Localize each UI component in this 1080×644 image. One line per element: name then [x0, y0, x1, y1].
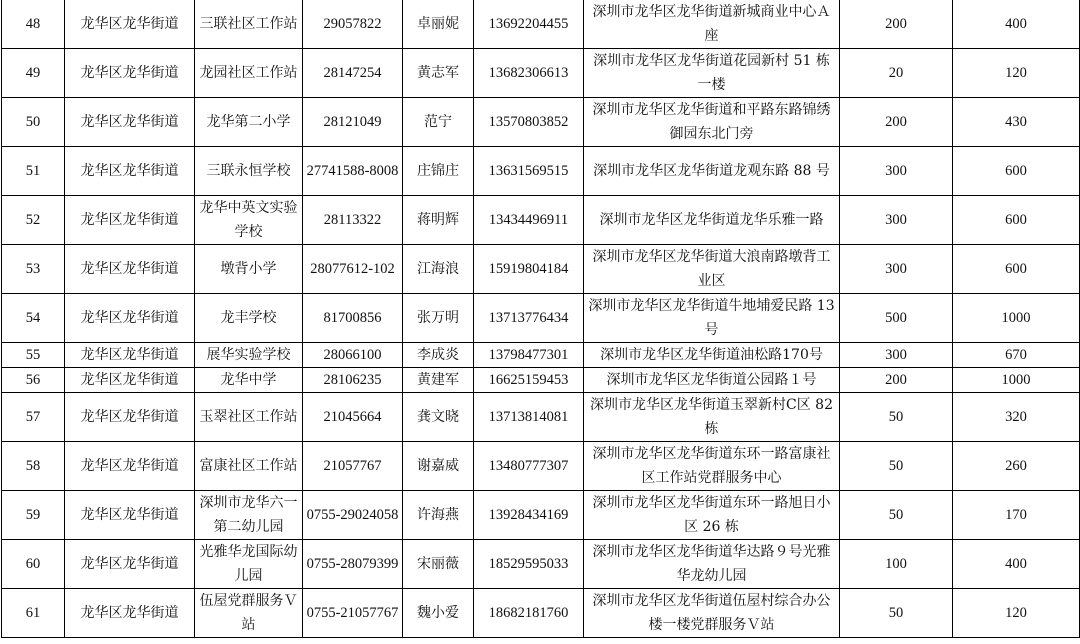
phone-cell: 28106235 — [303, 368, 403, 393]
table-row — [2, 49, 1080, 98]
contact-name-cell: 张万明 — [403, 294, 474, 343]
contact-name-cell: 谢嘉威 — [403, 442, 474, 491]
contact-name-cell: 卓丽妮 — [403, 0, 474, 49]
capacity-total-cell: 260 — [953, 442, 1080, 491]
contact-name-cell: 黄志军 — [403, 49, 474, 98]
mobile-cell: 13798477301 — [474, 343, 584, 368]
row-number: 50 — [2, 98, 65, 147]
capacity-total-cell: 600 — [953, 196, 1080, 245]
district-cell: 龙华区龙华街道 — [65, 294, 195, 343]
district-cell: 龙华区龙华街道 — [65, 491, 195, 540]
contact-name-cell: 李成炎 — [403, 343, 474, 368]
table-row — [2, 368, 1080, 393]
table-row — [2, 147, 1080, 196]
district-cell: 龙华区龙华街道 — [65, 245, 195, 294]
phone-cell: 27741588-8008 — [303, 147, 403, 196]
row-number: 56 — [2, 368, 65, 393]
row-number: 48 — [2, 0, 65, 49]
capacity-total-cell: 320 — [953, 393, 1080, 442]
row-number: 54 — [2, 294, 65, 343]
mobile-cell: 13480777307 — [474, 442, 584, 491]
table-row — [2, 491, 1080, 540]
district-cell: 龙华区龙华街道 — [65, 442, 195, 491]
capacity-cell: 200 — [840, 98, 953, 147]
address-cell: 深圳市龙华区龙华街道龙华乐雅一路 — [584, 196, 840, 245]
site-name-cell: 光雅华龙国际幼儿园 — [195, 540, 303, 589]
row-number: 59 — [2, 491, 65, 540]
address-cell: 深圳市龙华区龙华街道龙观东路 88 号 — [584, 147, 840, 196]
mobile-cell: 13713814081 — [474, 393, 584, 442]
table-row — [2, 294, 1080, 343]
district-cell: 龙华区龙华街道 — [65, 196, 195, 245]
address-cell: 深圳市龙华区龙华街道和平路东路锦绣御园东北门旁 — [584, 98, 840, 147]
address-cell: 深圳市龙华区龙华街道伍屋村综合办公楼一楼党群服务Ｖ站 — [584, 589, 840, 638]
phone-cell: 81700856 — [303, 294, 403, 343]
capacity-cell: 20 — [840, 49, 953, 98]
capacity-cell: 200 — [840, 368, 953, 393]
mobile-cell: 18529595033 — [474, 540, 584, 589]
site-name-cell: 伍屋党群服务Ｖ站 — [195, 589, 303, 638]
capacity-total-cell: 600 — [953, 245, 1080, 294]
address-cell: 深圳市龙华区龙华街道油松路170号 — [584, 343, 840, 368]
phone-cell: 0755-28079399 — [303, 540, 403, 589]
phone-cell: 28121049 — [303, 98, 403, 147]
site-name-cell: 深圳市龙华六一第二幼儿园 — [195, 491, 303, 540]
address-cell: 深圳市龙华区龙华街道东环一路旭日小区 26 栋 — [584, 491, 840, 540]
address-cell: 深圳市龙华区龙华街道东环一路富康社区工作站党群服务中心 — [584, 442, 840, 491]
table-row — [2, 540, 1080, 589]
capacity-cell: 50 — [840, 393, 953, 442]
capacity-cell: 300 — [840, 343, 953, 368]
address-cell: 深圳市龙华区龙华街道公园路１号 — [584, 368, 840, 393]
row-number: 60 — [2, 540, 65, 589]
table-row — [2, 393, 1080, 442]
site-name-cell: 龙华中学 — [195, 368, 303, 393]
site-name-cell: 富康社区工作站 — [195, 442, 303, 491]
capacity-cell: 50 — [840, 589, 953, 638]
contact-name-cell: 范宁 — [403, 98, 474, 147]
mobile-cell: 13434496911 — [474, 196, 584, 245]
site-name-cell: 展华实验学校 — [195, 343, 303, 368]
address-cell: 深圳市龙华区龙华街道大浪南路墩背工业区 — [584, 245, 840, 294]
contact-name-cell: 黄建军 — [403, 368, 474, 393]
mobile-cell: 13928434169 — [474, 491, 584, 540]
row-number: 55 — [2, 343, 65, 368]
row-number: 52 — [2, 196, 65, 245]
site-name-cell: 龙丰学校 — [195, 294, 303, 343]
capacity-cell: 300 — [840, 196, 953, 245]
capacity-cell: 300 — [840, 245, 953, 294]
address-cell: 深圳市龙华区龙华街道牛地埔爱民路 13 号 — [584, 294, 840, 343]
contact-name-cell: 蒋明辉 — [403, 196, 474, 245]
capacity-total-cell: 120 — [953, 49, 1080, 98]
district-cell: 龙华区龙华街道 — [65, 368, 195, 393]
phone-cell: 0755-21057767 — [303, 589, 403, 638]
capacity-total-cell: 170 — [953, 491, 1080, 540]
phone-cell: 0755-29024058 — [303, 491, 403, 540]
row-number: 58 — [2, 442, 65, 491]
row-number: 61 — [2, 589, 65, 638]
site-name-cell: 龙华中英文实验学校 — [195, 196, 303, 245]
phone-cell: 21045664 — [303, 393, 403, 442]
capacity-cell: 300 — [840, 147, 953, 196]
contact-name-cell: 许海燕 — [403, 491, 474, 540]
contact-name-cell: 龚文晓 — [403, 393, 474, 442]
mobile-cell: 15919804184 — [474, 245, 584, 294]
phone-cell: 28066100 — [303, 343, 403, 368]
capacity-total-cell: 400 — [953, 0, 1080, 49]
district-cell: 龙华区龙华街道 — [65, 0, 195, 49]
district-cell: 龙华区龙华街道 — [65, 343, 195, 368]
capacity-cell: 100 — [840, 540, 953, 589]
capacity-total-cell: 120 — [953, 589, 1080, 638]
district-cell: 龙华区龙华街道 — [65, 540, 195, 589]
table-body — [2, 0, 1080, 638]
district-cell: 龙华区龙华街道 — [65, 49, 195, 98]
table-row — [2, 98, 1080, 147]
district-cell: 龙华区龙华街道 — [65, 98, 195, 147]
phone-cell: 28113322 — [303, 196, 403, 245]
capacity-total-cell: 600 — [953, 147, 1080, 196]
capacity-cell: 500 — [840, 294, 953, 343]
phone-cell: 28077612-102 — [303, 245, 403, 294]
site-name-cell: 龙园社区工作站 — [195, 49, 303, 98]
capacity-total-cell: 1000 — [953, 368, 1080, 393]
mobile-cell: 13570803852 — [474, 98, 584, 147]
site-name-cell: 墩背小学 — [195, 245, 303, 294]
mobile-cell: 13682306613 — [474, 49, 584, 98]
table-row — [2, 589, 1080, 638]
district-cell: 龙华区龙华街道 — [65, 393, 195, 442]
contact-name-cell: 庄锦庄 — [403, 147, 474, 196]
capacity-total-cell: 430 — [953, 98, 1080, 147]
district-cell: 龙华区龙华街道 — [65, 589, 195, 638]
site-name-cell: 龙华第二小学 — [195, 98, 303, 147]
mobile-cell: 13631569515 — [474, 147, 584, 196]
venue-table — [1, 0, 1080, 638]
address-cell: 深圳市龙华区龙华街道新城商业中心Ａ座 — [584, 0, 840, 49]
site-name-cell: 三联社区工作站 — [195, 0, 303, 49]
mobile-cell: 18682181760 — [474, 589, 584, 638]
capacity-cell: 200 — [840, 0, 953, 49]
capacity-cell: 50 — [840, 491, 953, 540]
contact-name-cell: 魏小爱 — [403, 589, 474, 638]
address-cell: 深圳市龙华区龙华街道花园新村 51 栋一楼 — [584, 49, 840, 98]
address-cell: 深圳市龙华区龙华街道玉翠新村C区 82 栋 — [584, 393, 840, 442]
table-row — [2, 196, 1080, 245]
capacity-cell: 50 — [840, 442, 953, 491]
address-cell: 深圳市龙华区龙华街道华达路９号光雅华龙幼儿园 — [584, 540, 840, 589]
row-number: 51 — [2, 147, 65, 196]
mobile-cell: 13692204455 — [474, 0, 584, 49]
contact-name-cell: 江海浪 — [403, 245, 474, 294]
phone-cell: 21057767 — [303, 442, 403, 491]
capacity-total-cell: 1000 — [953, 294, 1080, 343]
phone-cell: 29057822 — [303, 0, 403, 49]
district-cell: 龙华区龙华街道 — [65, 147, 195, 196]
table-row — [2, 0, 1080, 49]
site-name-cell: 三联永恒学校 — [195, 147, 303, 196]
table-row — [2, 442, 1080, 491]
capacity-total-cell: 400 — [953, 540, 1080, 589]
capacity-total-cell: 670 — [953, 343, 1080, 368]
mobile-cell: 13713776434 — [474, 294, 584, 343]
row-number: 53 — [2, 245, 65, 294]
table-row — [2, 343, 1080, 368]
contact-name-cell: 宋丽薇 — [403, 540, 474, 589]
mobile-cell: 16625159453 — [474, 368, 584, 393]
row-number: 57 — [2, 393, 65, 442]
row-number: 49 — [2, 49, 65, 98]
phone-cell: 28147254 — [303, 49, 403, 98]
site-name-cell: 玉翠社区工作站 — [195, 393, 303, 442]
table-row — [2, 245, 1080, 294]
